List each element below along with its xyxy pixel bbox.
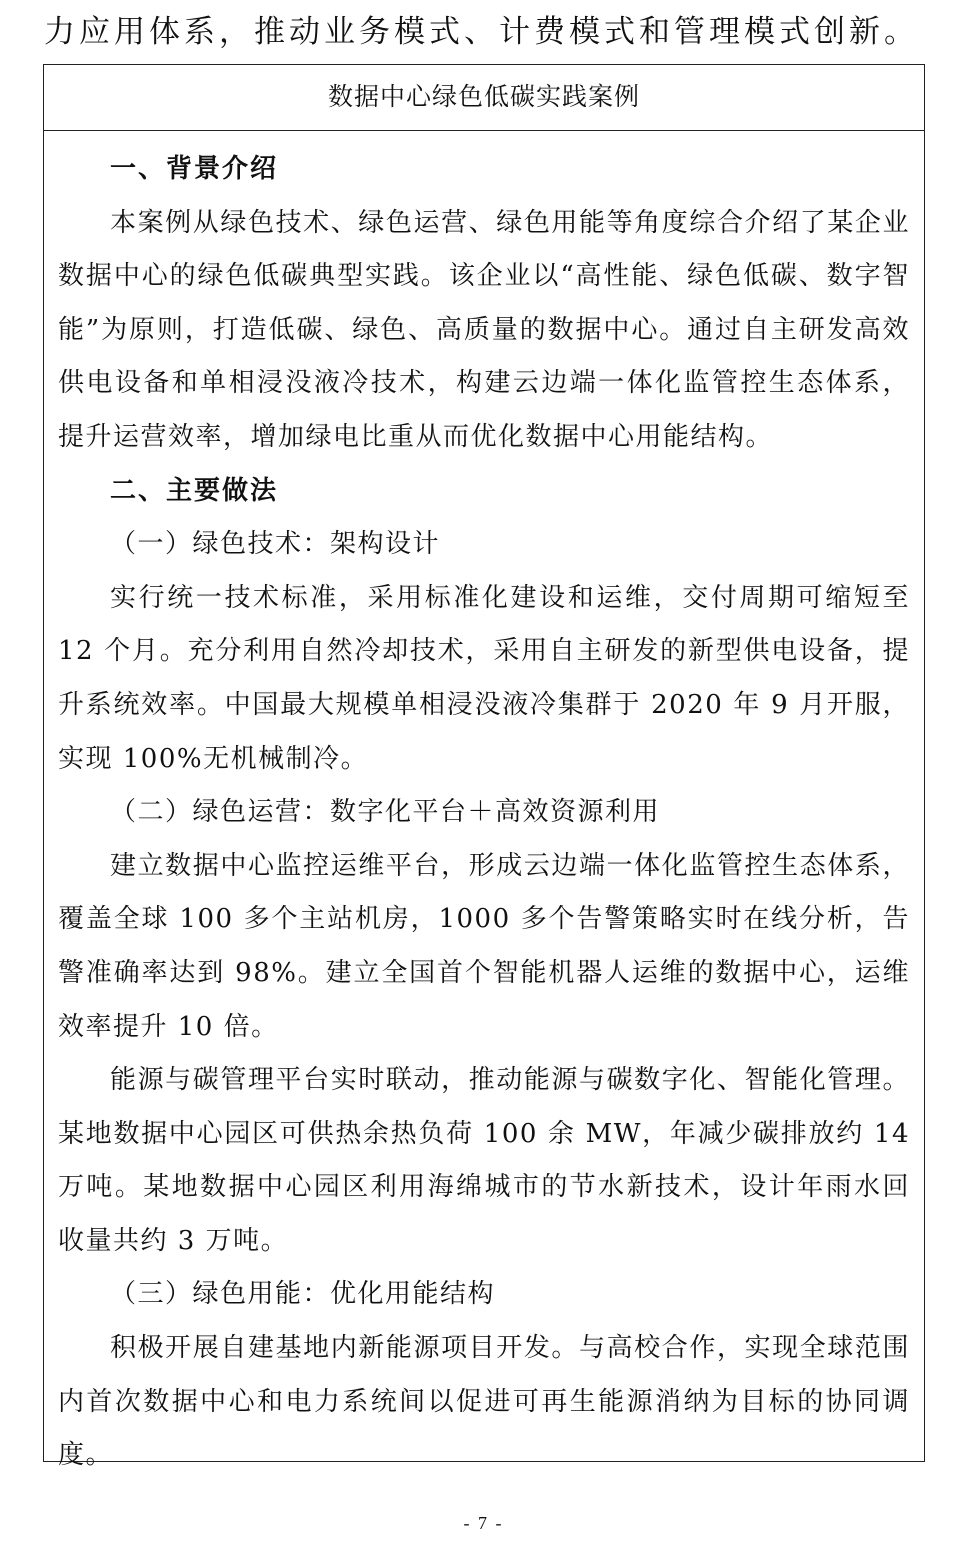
case-body xyxy=(44,131,924,1483)
section-heading-practices: 二、主要做法 xyxy=(110,475,279,506)
lead-line-text: 力应用体系，推动业务模式、计费模式和管理模式创新。 xyxy=(44,14,919,50)
case-title: 数据中心绿色低碳实践案例 xyxy=(44,65,924,131)
green-operation-paragraph-1: 建立数据中心监控运维平台，形成云边端一体化监管控生态体系，覆盖全球 100 多个主站机房，1000 多个告警策略实时在线分析，告警准确率达到 98%。建立全国首个智能机器人运维的数据中心，运维效率提升 10 倍。 xyxy=(58,850,910,1042)
green-energy-paragraph: 积极开展自建基地内新能源项目开发。与高校合作，实现全球范围内首次数据中心和电力系统间以促进可再生能源消纳为目标的协同调度。 xyxy=(58,1333,910,1471)
section-heading-background: 一、背景介绍 xyxy=(110,154,279,184)
subheading-green-energy: （三）绿色用能：优化用能结构 xyxy=(110,1279,496,1310)
green-tech-paragraph: 实行统一技术标准，采用标准化建设和运维，交付周期可缩短至 12 个月。充分利用自然冷却技术，采用自主研发的新型供电设备，提升系统效率。中国最大规模单相浸没液冷集群于 2020 年 9 月开服，实现 100%无机械制冷。 xyxy=(58,582,910,774)
case-box xyxy=(43,64,925,1471)
page-number: - 7 - xyxy=(463,1513,504,1533)
subheading-green-tech: （一）绿色技术：架构设计 xyxy=(110,529,441,560)
green-operation-paragraph-2: 能源与碳管理平台实时联动，推动能源与碳数字化、智能化管理。某地数据中心园区可供热余热负荷 100 余 MW，年减少碳排放约 14 万吨。某地数据中心园区利用海绵城市的节水新技术，设计年雨水回收量共约 3 万吨。 xyxy=(58,1065,910,1256)
subheading-green-operation: （二）绿色运营：数字化平台＋高效资源利用 xyxy=(110,797,661,828)
background-paragraph: 本案例从绿色技术、绿色运营、绿色用能等角度综合介绍了某企业数据中心的绿色低碳典型实践。该企业以“高性能、绿色低碳、数字智能”为原则，打造低碳、绿色、高质量的数据中心。通过自主研发高效供电设备和单相浸没液冷技术，构建云边端一体化监管控生态体系，提升运营效率，增加绿电比重从而优化数据中心用能结构。 xyxy=(58,207,910,452)
